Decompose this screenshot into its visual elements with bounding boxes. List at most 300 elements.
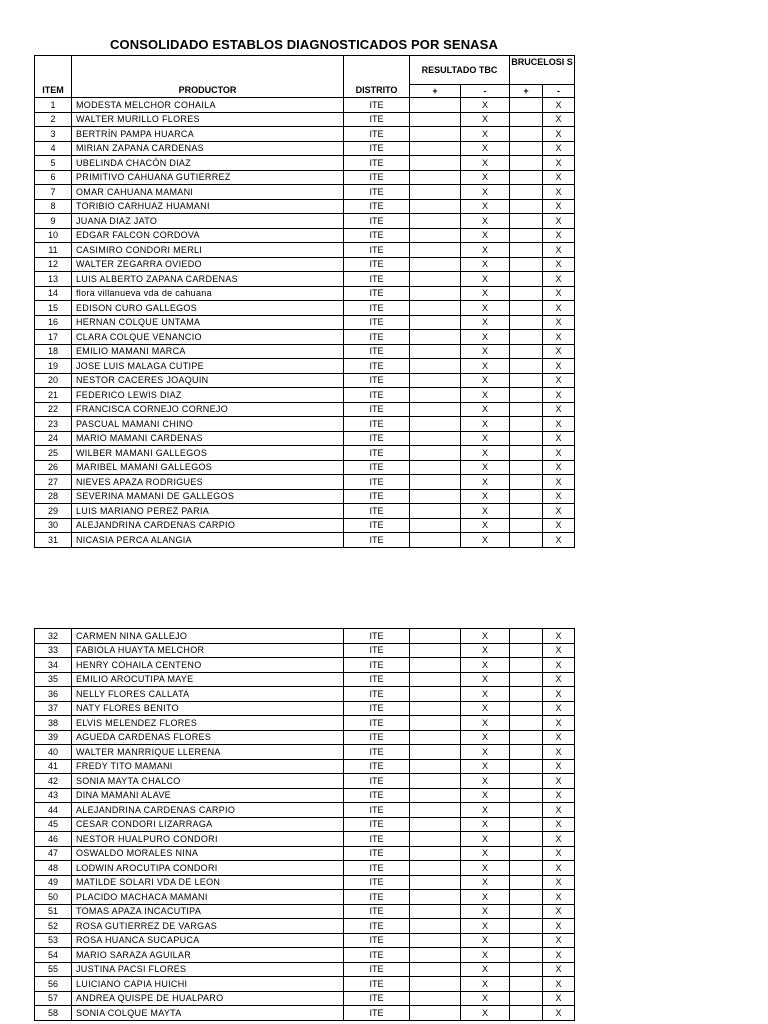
tbc-negative-mark: X <box>461 504 510 519</box>
header-productor: PRODUCTOR <box>72 85 344 98</box>
bru-negative-mark: X <box>543 98 575 113</box>
bru-positive-mark <box>510 141 543 156</box>
tbc-positive-mark <box>410 214 461 229</box>
bru-positive-mark <box>510 948 543 963</box>
tbc-negative-mark: X <box>461 933 510 948</box>
header-productor-spacer <box>72 56 344 85</box>
productor-name: BERTRÍN PAMPA HUARCA <box>72 127 344 142</box>
table-row <box>35 846 575 861</box>
item-number: 25 <box>35 446 72 461</box>
item-number: 54 <box>35 948 72 963</box>
tbc-negative-mark: X <box>461 716 510 731</box>
distrito: ITE <box>344 344 410 359</box>
bru-negative-mark: X <box>543 141 575 156</box>
table-body-part-1 <box>35 98 575 548</box>
item-number: 32 <box>35 629 72 644</box>
productor-name: CESAR CONDORI LIZARRAGA <box>72 817 344 832</box>
productor-name: PLACIDO MACHACA MAMANI <box>72 890 344 905</box>
productor-name: ANDREA QUISPE DE HUALPARO <box>72 991 344 1006</box>
item-number: 24 <box>35 431 72 446</box>
bru-positive-mark <box>510 170 543 185</box>
distrito: ITE <box>344 272 410 287</box>
bru-positive-mark <box>510 890 543 905</box>
bru-positive-mark <box>510 301 543 316</box>
tbc-positive-mark <box>410 817 461 832</box>
tbc-positive-mark <box>410 388 461 403</box>
tbc-negative-mark: X <box>461 861 510 876</box>
productor-name: NESTOR CACERES JOAQUIN <box>72 373 344 388</box>
bru-negative-mark: X <box>543 832 575 847</box>
bru-negative-mark: X <box>543 315 575 330</box>
productor-name: FREDY TITO MAMANI <box>72 759 344 774</box>
tbc-negative-mark: X <box>461 388 510 403</box>
distrito: ITE <box>344 962 410 977</box>
table-row <box>35 359 575 374</box>
distrito: ITE <box>344 431 410 446</box>
tbc-positive-mark <box>410 330 461 345</box>
distrito: ITE <box>344 890 410 905</box>
table-row <box>35 214 575 229</box>
productor-name: NICASIA PERCA ALANGIA <box>72 533 344 548</box>
tbc-positive-mark <box>410 446 461 461</box>
tbc-positive-mark <box>410 890 461 905</box>
tbc-positive-mark <box>410 301 461 316</box>
bru-negative-mark: X <box>543 745 575 760</box>
tbc-positive-mark <box>410 98 461 113</box>
item-number: 31 <box>35 533 72 548</box>
bru-negative-mark: X <box>543 687 575 702</box>
item-number: 35 <box>35 672 72 687</box>
distrito: ITE <box>344 446 410 461</box>
item-number: 39 <box>35 730 72 745</box>
bru-positive-mark <box>510 658 543 673</box>
tbc-negative-mark: X <box>461 330 510 345</box>
table-row <box>35 716 575 731</box>
item-number: 12 <box>35 257 72 272</box>
tbc-positive-mark <box>410 687 461 702</box>
header-brucelosis: BRUCELOSI S <box>510 56 575 85</box>
table-row <box>35 112 575 127</box>
distrito: ITE <box>344 991 410 1006</box>
tbc-negative-mark: X <box>461 919 510 934</box>
header-tbc-negative: - <box>461 85 510 98</box>
bru-positive-mark <box>510 214 543 229</box>
productor-name: LUICIANO CAPIA HUICHI <box>72 977 344 992</box>
bru-positive-mark <box>510 629 543 644</box>
table-row <box>35 199 575 214</box>
productor-name: MARIO MAMANI CARDENAS <box>72 431 344 446</box>
tbc-positive-mark <box>410 875 461 890</box>
header-distrito-spacer <box>344 56 410 85</box>
item-number: 47 <box>35 846 72 861</box>
distrito: ITE <box>344 672 410 687</box>
table-row <box>35 489 575 504</box>
bru-positive-mark <box>510 788 543 803</box>
bru-negative-mark: X <box>543 431 575 446</box>
productor-name: MATILDE SOLARI VDA DE LEON <box>72 875 344 890</box>
bru-negative-mark: X <box>543 629 575 644</box>
tbc-positive-mark <box>410 112 461 127</box>
productor-name: SEVERINA MAMANI DE GALLEGOS <box>72 489 344 504</box>
table-row <box>35 475 575 490</box>
tbc-negative-mark: X <box>461 1006 510 1021</box>
header-distrito: DISTRITO <box>344 85 410 98</box>
productor-name: MODESTA MELCHOR COHAILA <box>72 98 344 113</box>
bru-positive-mark <box>510 875 543 890</box>
productor-name: WILBER MAMANI GALLEGOS <box>72 446 344 461</box>
tbc-positive-mark <box>410 658 461 673</box>
distrito: ITE <box>344 832 410 847</box>
distrito: ITE <box>344 687 410 702</box>
tbc-negative-mark: X <box>461 730 510 745</box>
table-row <box>35 745 575 760</box>
distrito: ITE <box>344 658 410 673</box>
productor-name: ELVIS MELENDEZ FLORES <box>72 716 344 731</box>
tbc-positive-mark <box>410 141 461 156</box>
table-row <box>35 991 575 1006</box>
item-number: 23 <box>35 417 72 432</box>
item-number: 44 <box>35 803 72 818</box>
table-row <box>35 730 575 745</box>
distrito: ITE <box>344 286 410 301</box>
tbc-negative-mark: X <box>461 701 510 716</box>
productor-name: HERNAN COLQUE UNTAMA <box>72 315 344 330</box>
tbc-positive-mark <box>410 243 461 258</box>
tbc-negative-mark: X <box>461 788 510 803</box>
tbc-positive-mark <box>410 977 461 992</box>
bru-negative-mark: X <box>543 504 575 519</box>
distrito: ITE <box>344 243 410 258</box>
tbc-positive-mark <box>410 257 461 272</box>
item-number: 11 <box>35 243 72 258</box>
tbc-negative-mark: X <box>461 672 510 687</box>
tbc-negative-mark: X <box>461 643 510 658</box>
table-row <box>35 919 575 934</box>
item-number: 41 <box>35 759 72 774</box>
table-row <box>35 228 575 243</box>
header-bru-positive: + <box>510 85 543 98</box>
table-row <box>35 533 575 548</box>
table-row <box>35 629 575 644</box>
distrito: ITE <box>344 533 410 548</box>
bru-positive-mark <box>510 257 543 272</box>
table-row <box>35 170 575 185</box>
tbc-negative-mark: X <box>461 962 510 977</box>
item-number: 10 <box>35 228 72 243</box>
distrito: ITE <box>344 359 410 374</box>
tbc-positive-mark <box>410 127 461 142</box>
bru-positive-mark <box>510 344 543 359</box>
bru-positive-mark <box>510 774 543 789</box>
tbc-negative-mark: X <box>461 977 510 992</box>
productor-name: FABIOLA HUAYTA MELCHOR <box>72 643 344 658</box>
tbc-positive-mark <box>410 533 461 548</box>
header-tbc-positive: + <box>410 85 461 98</box>
table-row <box>35 286 575 301</box>
table-row <box>35 658 575 673</box>
table-row <box>35 948 575 963</box>
header-resultado-tbc: RESULTADO TBC <box>410 56 510 85</box>
table-row <box>35 803 575 818</box>
item-number: 42 <box>35 774 72 789</box>
distrito: ITE <box>344 185 410 200</box>
tbc-negative-mark: X <box>461 272 510 287</box>
item-number: 7 <box>35 185 72 200</box>
bru-negative-mark: X <box>543 489 575 504</box>
tbc-negative-mark: X <box>461 199 510 214</box>
table-row <box>35 1006 575 1021</box>
bru-positive-mark <box>510 933 543 948</box>
item-number: 33 <box>35 643 72 658</box>
bru-negative-mark: X <box>543 817 575 832</box>
bru-positive-mark <box>510 504 543 519</box>
tbc-negative-mark: X <box>461 832 510 847</box>
table-row <box>35 672 575 687</box>
tbc-negative-mark: X <box>461 402 510 417</box>
distrito: ITE <box>344 417 410 432</box>
bru-negative-mark: X <box>543 170 575 185</box>
productor-name: EDISON CURO GALLEGOS <box>72 301 344 316</box>
bru-positive-mark <box>510 199 543 214</box>
tbc-negative-mark: X <box>461 98 510 113</box>
bru-negative-mark: X <box>543 243 575 258</box>
table-row <box>35 156 575 171</box>
productor-name: MARIBEL MAMANI GALLEGOS <box>72 460 344 475</box>
tbc-negative-mark: X <box>461 286 510 301</box>
item-number: 16 <box>35 315 72 330</box>
distrito: ITE <box>344 141 410 156</box>
table-body-part-2 <box>35 629 575 1021</box>
bru-positive-mark <box>510 228 543 243</box>
bru-positive-mark <box>510 402 543 417</box>
bru-positive-mark <box>510 962 543 977</box>
item-number: 20 <box>35 373 72 388</box>
tbc-negative-mark: X <box>461 991 510 1006</box>
table-row <box>35 687 575 702</box>
tbc-positive-mark <box>410 962 461 977</box>
tbc-positive-mark <box>410 730 461 745</box>
productor-name: JUANA DIAZ JATO <box>72 214 344 229</box>
item-number: 48 <box>35 861 72 876</box>
item-number: 27 <box>35 475 72 490</box>
bru-negative-mark: X <box>543 716 575 731</box>
bru-positive-mark <box>510 832 543 847</box>
bru-positive-mark <box>510 388 543 403</box>
item-number: 5 <box>35 156 72 171</box>
distrito: ITE <box>344 730 410 745</box>
distrito: ITE <box>344 904 410 919</box>
tbc-positive-mark <box>410 272 461 287</box>
tbc-negative-mark: X <box>461 156 510 171</box>
productor-name: DINA MAMANI ALAVE <box>72 788 344 803</box>
tbc-positive-mark <box>410 716 461 731</box>
tbc-negative-mark: X <box>461 301 510 316</box>
tbc-positive-mark <box>410 286 461 301</box>
item-number: 26 <box>35 460 72 475</box>
bru-negative-mark: X <box>543 112 575 127</box>
bru-positive-mark <box>510 112 543 127</box>
item-number: 52 <box>35 919 72 934</box>
productor-name: ROSA GUTIERREZ DE VARGAS <box>72 919 344 934</box>
item-number: 2 <box>35 112 72 127</box>
productor-name: PRIMITIVO CAHUANA GUTIERREZ <box>72 170 344 185</box>
tbc-positive-mark <box>410 991 461 1006</box>
tbc-positive-mark <box>410 933 461 948</box>
distrito: ITE <box>344 846 410 861</box>
bru-negative-mark: X <box>543 846 575 861</box>
tbc-negative-mark: X <box>461 243 510 258</box>
bru-positive-mark <box>510 185 543 200</box>
table-row <box>35 141 575 156</box>
bru-negative-mark: X <box>543 774 575 789</box>
item-number: 19 <box>35 359 72 374</box>
productor-name: AGUEDA CARDENAS FLORES <box>72 730 344 745</box>
tbc-negative-mark: X <box>461 373 510 388</box>
item-number: 53 <box>35 933 72 948</box>
table-row <box>35 257 575 272</box>
item-number: 13 <box>35 272 72 287</box>
table-row <box>35 431 575 446</box>
distrito: ITE <box>344 228 410 243</box>
bru-positive-mark <box>510 643 543 658</box>
productor-name: JOSE LUIS MALAGA CUTIPE <box>72 359 344 374</box>
tbc-positive-mark <box>410 788 461 803</box>
tbc-positive-mark <box>410 228 461 243</box>
bru-negative-mark: X <box>543 127 575 142</box>
table-row <box>35 98 575 113</box>
tbc-positive-mark <box>410 402 461 417</box>
table-row <box>35 301 575 316</box>
bru-negative-mark: X <box>543 272 575 287</box>
bru-negative-mark: X <box>543 373 575 388</box>
distrito: ITE <box>344 875 410 890</box>
bru-positive-mark <box>510 759 543 774</box>
tbc-positive-mark <box>410 672 461 687</box>
tbc-positive-mark <box>410 417 461 432</box>
tbc-positive-mark <box>410 185 461 200</box>
distrito: ITE <box>344 1006 410 1021</box>
distrito: ITE <box>344 803 410 818</box>
bru-negative-mark: X <box>543 286 575 301</box>
tbc-positive-mark <box>410 170 461 185</box>
bru-negative-mark: X <box>543 861 575 876</box>
header-item-spacer <box>35 56 72 85</box>
table-row <box>35 185 575 200</box>
bru-positive-mark <box>510 417 543 432</box>
productor-name: ALEJANDRINA CARDENAS CARPIO <box>72 518 344 533</box>
bru-positive-mark <box>510 533 543 548</box>
table-row <box>35 417 575 432</box>
bru-positive-mark <box>510 431 543 446</box>
productor-name: NELLY FLORES CALLATA <box>72 687 344 702</box>
bru-negative-mark: X <box>543 199 575 214</box>
tbc-positive-mark <box>410 745 461 760</box>
bru-positive-mark <box>510 803 543 818</box>
bru-negative-mark: X <box>543 672 575 687</box>
productor-name: FEDERICO LEWIS DIAZ <box>72 388 344 403</box>
bru-positive-mark <box>510 359 543 374</box>
item-number: 38 <box>35 716 72 731</box>
tbc-positive-mark <box>410 774 461 789</box>
bru-positive-mark <box>510 518 543 533</box>
bru-negative-mark: X <box>543 518 575 533</box>
bru-positive-mark <box>510 745 543 760</box>
distrito: ITE <box>344 518 410 533</box>
item-number: 57 <box>35 991 72 1006</box>
bru-positive-mark <box>510 243 543 258</box>
tbc-positive-mark <box>410 431 461 446</box>
tbc-negative-mark: X <box>461 127 510 142</box>
bru-negative-mark: X <box>543 156 575 171</box>
bru-negative-mark: X <box>543 962 575 977</box>
tbc-positive-mark <box>410 904 461 919</box>
tbc-positive-mark <box>410 832 461 847</box>
bru-positive-mark <box>510 687 543 702</box>
productor-name: ROSA HUANCA SUCAPUCA <box>72 933 344 948</box>
item-number: 34 <box>35 658 72 673</box>
distrito: ITE <box>344 156 410 171</box>
productor-name: EMILIO AROCUTIPA MAYE <box>72 672 344 687</box>
tbc-negative-mark: X <box>461 460 510 475</box>
tbc-negative-mark: X <box>461 214 510 229</box>
tbc-positive-mark <box>410 701 461 716</box>
bru-negative-mark: X <box>543 344 575 359</box>
tbc-negative-mark: X <box>461 344 510 359</box>
table-row <box>35 832 575 847</box>
table-row <box>35 402 575 417</box>
item-number: 43 <box>35 788 72 803</box>
bru-negative-mark: X <box>543 185 575 200</box>
table-row <box>35 890 575 905</box>
bru-positive-mark <box>510 127 543 142</box>
productor-name: TOMAS APAZA INCACUTIPA <box>72 904 344 919</box>
tbc-positive-mark <box>410 948 461 963</box>
table-row <box>35 388 575 403</box>
distrito: ITE <box>344 127 410 142</box>
tbc-negative-mark: X <box>461 759 510 774</box>
bru-positive-mark <box>510 977 543 992</box>
bru-negative-mark: X <box>543 701 575 716</box>
tbc-positive-mark <box>410 643 461 658</box>
distrito: ITE <box>344 759 410 774</box>
bru-negative-mark: X <box>543 257 575 272</box>
bru-negative-mark: X <box>543 475 575 490</box>
item-number: 29 <box>35 504 72 519</box>
productor-name: MIRIAN ZAPANA CARDENAS <box>72 141 344 156</box>
tbc-positive-mark <box>410 629 461 644</box>
item-number: 55 <box>35 962 72 977</box>
bru-negative-mark: X <box>543 359 575 374</box>
bru-positive-mark <box>510 846 543 861</box>
tbc-negative-mark: X <box>461 817 510 832</box>
distrito: ITE <box>344 199 410 214</box>
tbc-negative-mark: X <box>461 629 510 644</box>
bru-positive-mark <box>510 98 543 113</box>
item-number: 18 <box>35 344 72 359</box>
bru-negative-mark: X <box>543 933 575 948</box>
distrito: ITE <box>344 388 410 403</box>
tbc-negative-mark: X <box>461 431 510 446</box>
tbc-negative-mark: X <box>461 687 510 702</box>
item-number: 9 <box>35 214 72 229</box>
tbc-positive-mark <box>410 344 461 359</box>
bru-negative-mark: X <box>543 301 575 316</box>
productor-name: EDGAR FALCON CORDOVA <box>72 228 344 243</box>
bru-positive-mark <box>510 919 543 934</box>
document-title: CONSOLIDADO ESTABLOS DIAGNOSTICADOS POR SENASA <box>110 37 498 52</box>
bru-negative-mark: X <box>543 402 575 417</box>
distrito: ITE <box>344 257 410 272</box>
